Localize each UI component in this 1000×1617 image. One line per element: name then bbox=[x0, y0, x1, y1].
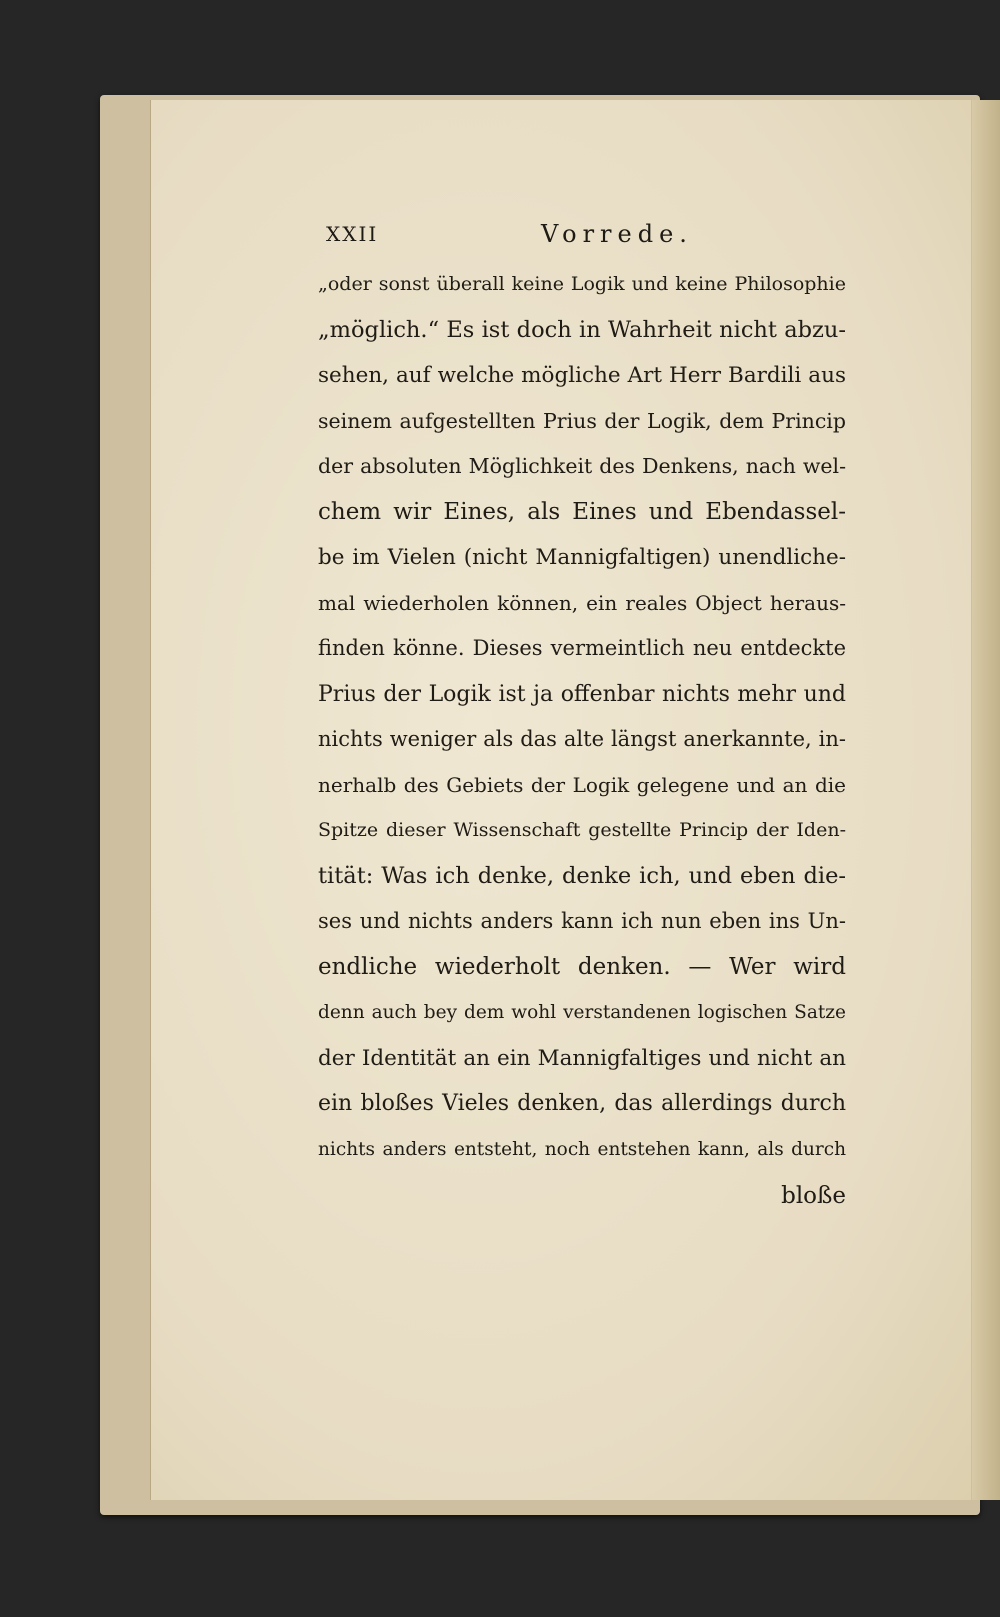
text-line: finden könne. Dieses vermeintlich neu entdeckte bbox=[318, 636, 846, 660]
facing-page-edge bbox=[972, 100, 1000, 1500]
text-line: der Identität an ein Mannigfaltiges und nicht an bbox=[318, 1045, 846, 1071]
text-line: ein bloßes Vieles denken, das allerdings durch bbox=[318, 1091, 846, 1116]
text-line: Prius der Logik ist ja offenbar nichts mehr und bbox=[318, 681, 846, 707]
text-line: denn auch bey dem wohl verstandenen logischen Satze bbox=[318, 1002, 846, 1023]
running-head: Vorrede. bbox=[541, 220, 693, 248]
text-line: chem wir Eines, als Eines und Ebendassel- bbox=[318, 498, 846, 525]
text-line: „oder sonst überall keine Logik und keine Philosophie bbox=[318, 273, 846, 295]
page-number: XXII bbox=[326, 222, 379, 246]
text-line: sehen, auf welche mögliche Art Herr Bardili aus bbox=[318, 363, 846, 388]
text-line: nichts anders entsteht, noch entstehen kann, als durch bbox=[318, 1138, 846, 1160]
catchword: bloße bbox=[781, 1183, 846, 1209]
text-line: tität: Was ich denke, denke ich, und eben die- bbox=[318, 862, 846, 889]
text-line: mal wiederholen können, ein reales Object heraus- bbox=[318, 590, 846, 615]
body-text bbox=[318, 262, 846, 1172]
text-line: nichts weniger als das alte längst anerkannte, in- bbox=[318, 727, 846, 751]
page-header bbox=[326, 222, 846, 252]
text-line: Spitze dieser Wissenschaft gestellte Princip der Iden- bbox=[318, 819, 846, 841]
text-line: ses und nichts anders kann ich nun eben ins Un- bbox=[318, 909, 846, 933]
text-line: be im Vielen (nicht Mannigfaltigen) unendliche- bbox=[318, 545, 846, 570]
text-line: der absoluten Möglichkeit des Denkens, nach wel- bbox=[318, 454, 846, 478]
text-line: „möglich.“ Es ist doch in Wahrheit nicht abzu- bbox=[318, 316, 846, 343]
text-line: nerhalb des Gebiets der Logik gelegene und an die bbox=[318, 772, 846, 797]
text-line: endliche wiederholt denken. — Wer wird bbox=[318, 953, 846, 980]
text-line: seinem aufgestellten Prius der Logik, dem Princip bbox=[318, 408, 846, 433]
